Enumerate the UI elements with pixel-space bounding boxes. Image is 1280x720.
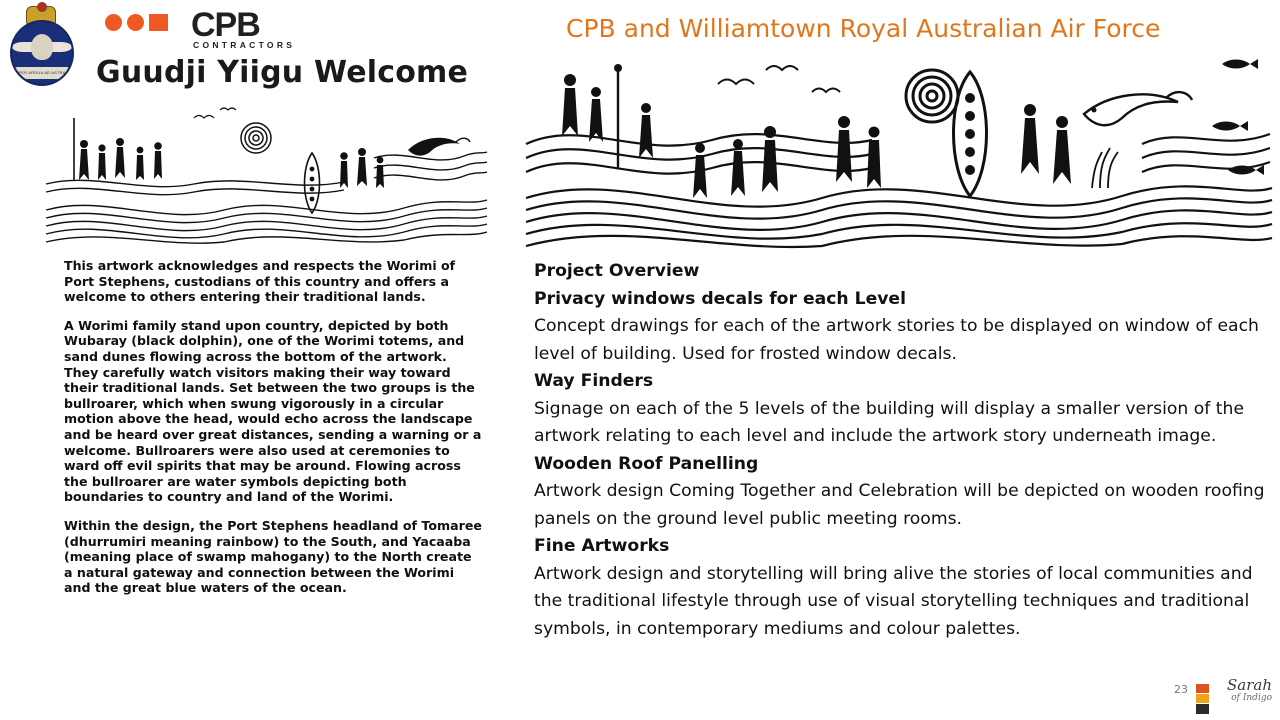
cpb-dot-3 [149, 14, 168, 31]
crest-motto: PER ARDUA AD ASTRA [18, 70, 66, 75]
section-body-privacy-windows: Concept drawings for each of the artwork stories to be displayed on window of each level of building. Used for frosted window decals. [534, 316, 1259, 364]
crest-scroll [14, 67, 70, 79]
section-heading-wooden-roof-panelling: Wooden Roof Panelling [534, 453, 759, 474]
section-heading-privacy-windows: Privacy windows decals for each Level [534, 288, 906, 309]
artist-logo-bars-icon [1196, 684, 1209, 714]
artist-logo-text [1227, 678, 1272, 706]
section-body-fine-artworks: Artwork design and storytelling will bring alive the stories of local communities and the traditional lifestyle through use of visual storytelling techniques and traditional symbols, in contemporary mediums and colour palettes. [534, 563, 1253, 639]
right-slide-panel [512, 0, 1280, 720]
section-heading-fine-artworks: Fine Artworks [534, 536, 670, 556]
left-paragraph-2: A Worimi family stand upon country, depicted by both Wubaray (black dolphin), one of the Worimi totems, and sand dunes flowing across the bottom of the artwork. They carefully watch visitors making their way toward their traditional lands. Set between the two groups is the bullroarer, which when swung vigorously in a circular motion above the head, would echo across the landscape and be heard over great distances, sending a warning or a welcome. Bullroarers were also used at ceremonies to ward off evil spirits that may be around. Flowing across the bullroarer are water symbols depicting both boundaries to country and land of the Worimi. [64, 317, 482, 505]
artist-logo-line1: Sarah [1227, 676, 1272, 694]
left-body-text [64, 258, 484, 609]
logo-bar-black [1196, 704, 1209, 714]
logo-bar-orange [1196, 684, 1209, 693]
logo-bar-yellow [1196, 694, 1209, 703]
crest-center [31, 34, 53, 60]
cpb-dot-1 [105, 14, 122, 31]
artist-logo-line2: of Indigo [1231, 693, 1272, 703]
slide-number: 23 [1174, 683, 1188, 696]
left-artwork-illustration [44, 98, 489, 248]
right-body-text [534, 258, 1274, 643]
left-paragraph-1: This artwork acknowledges and respects the Worimi of Port Stephens, custodians of this country and offers a welcome to others entering their traditional lands. [64, 258, 456, 305]
cpb-logo-dots-icon [105, 14, 168, 31]
cpb-logo-wordmark: CPB [191, 6, 260, 44]
artist-logo [1192, 678, 1274, 718]
cpb-logo [105, 6, 305, 52]
crest-wing-right [50, 42, 72, 52]
right-artwork-banner-illustration [522, 48, 1274, 253]
welcome-heading: Guudji Yiigu Welcome [96, 55, 469, 90]
cpb-dot-2 [127, 14, 144, 31]
section-heading-way-finders: Way Finders [534, 371, 654, 391]
section-body-wooden-roof-panelling: Artwork design Coming Together and Celebration will be depicted on wooden roofing panels on the ground level public meeting rooms. [534, 481, 1265, 529]
page-title: CPB and Williamtown Royal Australian Air Force [566, 14, 1161, 43]
crest-roundel [10, 20, 74, 86]
left-slide-panel [0, 0, 512, 720]
cpb-logo-subtitle: CONTRACTORS [193, 40, 296, 50]
section-heading-project-overview: Project Overview [534, 261, 700, 281]
raaf-crest-icon [8, 6, 72, 84]
left-paragraph-3: Within the design, the Port Stephens headland of Tomaree (dhurrumiri meaning rainbow) to the South, and Yacaaba (meaning place of swamp mahogany) to the North create a natural gateway and connection between the Worimi and the great blue waters of the ocean. [64, 517, 482, 596]
section-body-way-finders: Signage on each of the 5 levels of the building will display a smaller version of the artwork relating to each level and include the artwork story underneath image. [534, 398, 1245, 446]
